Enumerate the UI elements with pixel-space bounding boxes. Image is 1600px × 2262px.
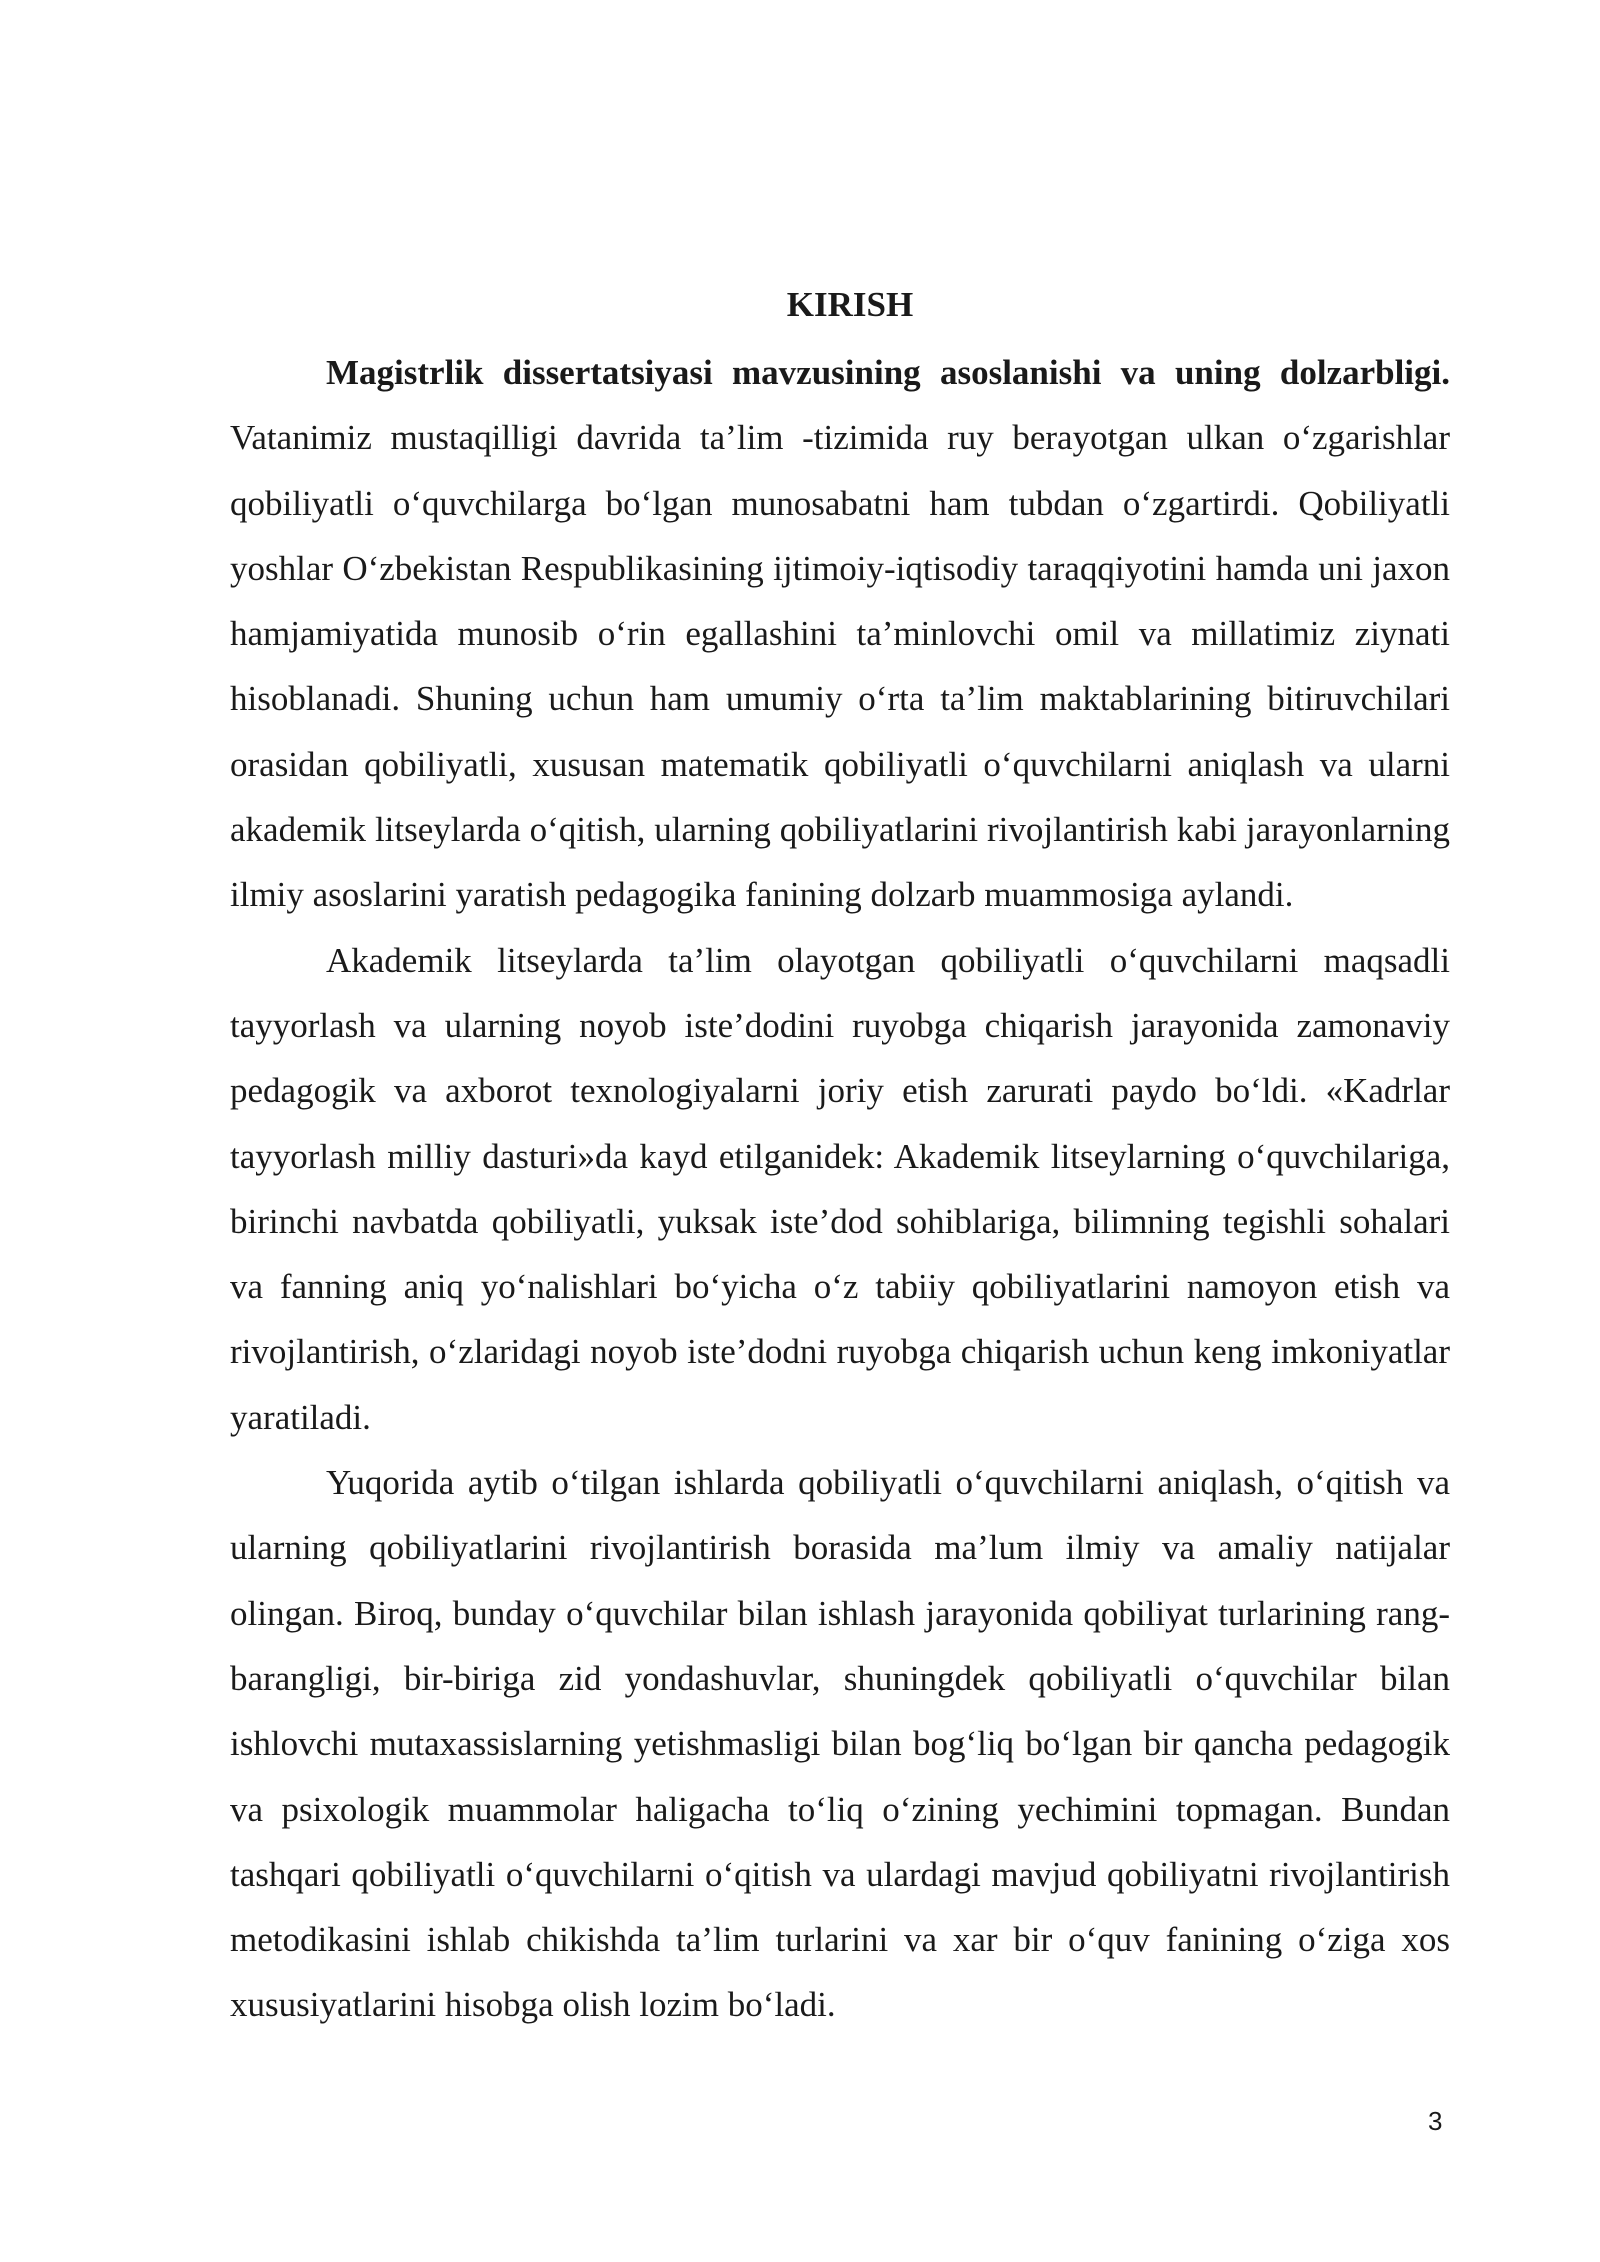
section-heading: KIRISH bbox=[786, 285, 914, 324]
page-body bbox=[230, 270, 1450, 2038]
paragraph-2 bbox=[230, 928, 1450, 1450]
paragraph-1-text: Vatanimiz mustaqilligi davrida ta’lim -tizimida ruy berayotgan ulkan o‘zgarishlar qobiliyatli o‘quvchilarga bo‘lgan munosabatni ham tubdan o‘zgartirdi. Qobiliyatli yoshlar O‘zbekistan Respublikasining ijtimoiy-iqtisodiy taraqqiyotini hamda uni jaxon hamjamiyatida munosib o‘rin egallashini ta’minlovchi omil va millatimiz ziynati hisoblanadi. Shuning uchun ham umumiy o‘rta ta’lim maktablarining bitiruvchilari orasidan qobiliyatli, xususan matematik qobiliyatli o‘quvchilarni aniqlash va ularni akademik litseylarda o‘qitish, ularning qobiliyatlarini rivojlantirish kabi jarayonlarning ilmiy asoslarini yaratish pedagogika fanining dolzarb muammosiga aylandi. bbox=[230, 418, 1450, 915]
paragraph-1-lead: Magistrlik dissertatsiyasi mavzusining asoslanishi va uning dolzarbligi. bbox=[326, 353, 1450, 392]
paragraph-2-text: Akademik litseylarda ta’lim olayotgan qobiliyatli o‘quvchilarni maqsadli tayyorlash va ularning noyob iste’dodini ruyobga chiqarish jarayonida zamonaviy pedagogik va axborot texnologiyalarni joriy etish zarurati paydo bo‘ldi. «Kadrlar tayyorlash milliy dasturi»da kayd etilganidek: Akademik litseylarning o‘quvchilariga, birinchi navbatda qobiliyatli, yuksak iste’dod sohiblariga, bilimning tegishli sohalari va fanning aniq yo‘nalishlari bo‘yicha o‘z tabiiy qobiliyatlarini namoyon etish va rivojlantirish, o‘zlaridagi noyob iste’dodni ruyobga chiqarish uchun keng imkoniyatlar yaratiladi. bbox=[230, 940, 1450, 1437]
page-number: 3 bbox=[1428, 2106, 1443, 2136]
paragraph-1 bbox=[230, 340, 1450, 928]
paragraph-3-text: Yuqorida aytib o‘tilgan ishlarda qobiliyatli o‘quvchilarni aniqlash, o‘qitish va ularning qobiliyatlarini rivojlantirish borasida ma’lum ilmiy va amaliy natijalar olingan. Biroq, bunday o‘quvchilar bilan ishlash jarayonida qobiliyat turlarining rang-barangligi, bir-biriga zid yondashuvlar, shuningdek qobiliyatli o‘quvchilar bilan ishlovchi mutaxassislarning yetishmasligi bilan bog‘liq bo‘lgan bir qancha pedagogik va psixologik muammolar haligacha to‘liq o‘zining yechimini topmagan. Bundan tashqari qobiliyatli o‘quvchilarni o‘qitish va ulardagi mavjud qobiliyatni rivojlantirish metodikasini ishlab chikishda ta’lim turlarini va xar bir o‘quv fanining o‘ziga xos xususiyatlarini hisobga olish lozim bo‘ladi. bbox=[230, 1463, 1450, 2025]
paragraph-3 bbox=[230, 1450, 1450, 2038]
